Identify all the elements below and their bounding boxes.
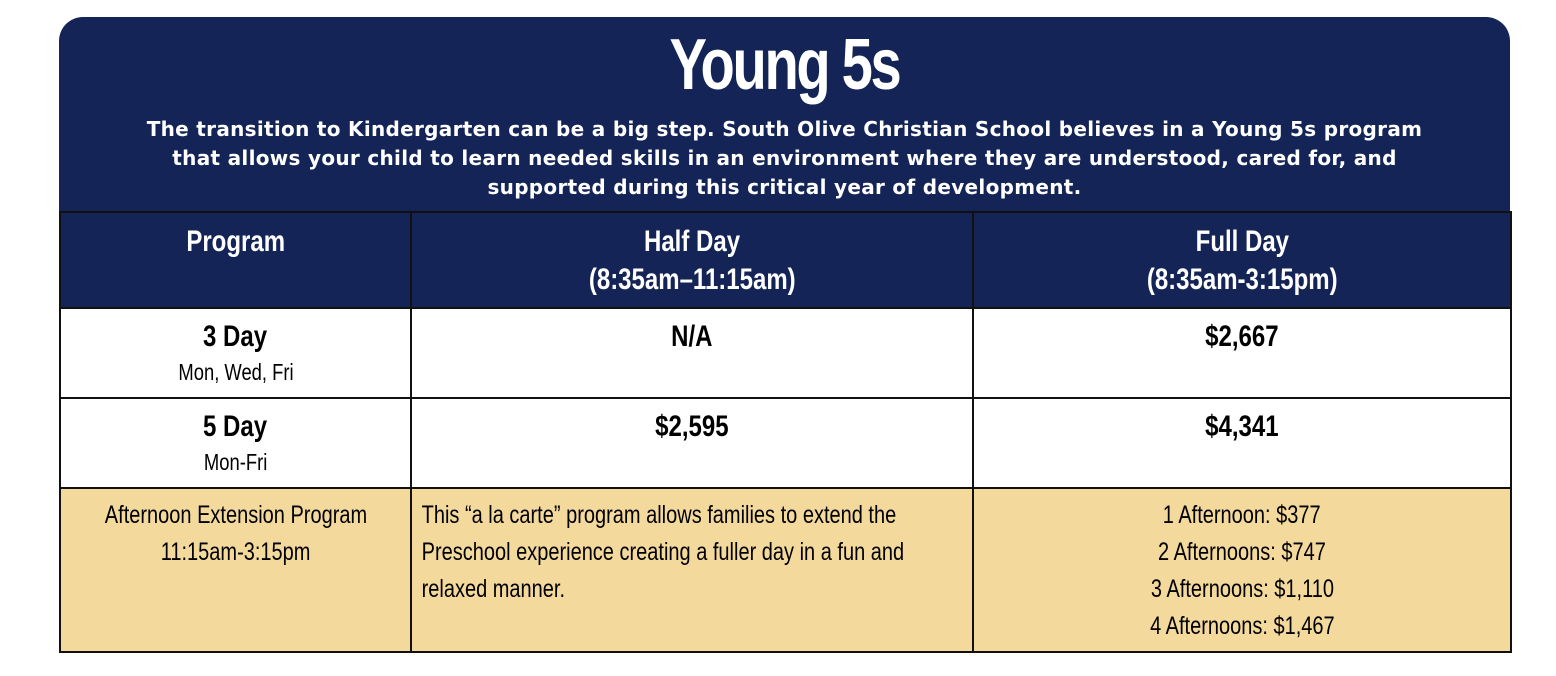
table-row [60, 398, 1511, 488]
table-row [60, 308, 1511, 398]
half-day-price [411, 308, 973, 398]
intro-line: that allows your child to learn needed skills in an environment where they are understood, cared for, and [172, 146, 1397, 170]
full-day-price [973, 308, 1511, 398]
full-day-price [973, 398, 1511, 488]
extension-description-cell [411, 488, 973, 652]
price-value: $2,595 [655, 410, 729, 443]
extension-program-cell [60, 488, 411, 652]
table-header-row [60, 212, 1511, 308]
price-value: $2,667 [1205, 320, 1279, 353]
tuition-table [59, 211, 1512, 653]
extension-price: 1 Afternoon: $377 [1163, 501, 1321, 529]
tuition-card [59, 17, 1510, 655]
extension-description: This “a la carte” program allows families to extend the Preschool experience creating a fuller day in a fun and relaxed manner. [421, 501, 905, 603]
column-subtitle: (8:35am-3:15pm) [1146, 263, 1338, 296]
extension-hours: 11:15am-3:15pm [160, 538, 311, 566]
intro-line: The transition to Kindergarten can be a big step. South Olive Christian School believes in a Young 5s program [146, 117, 1423, 141]
program-days: Mon-Fri [203, 449, 268, 475]
intro-text [99, 115, 1470, 202]
program-name: 5 Day [203, 410, 268, 443]
header-banner [59, 17, 1510, 213]
column-title: Full Day [1195, 225, 1289, 258]
column-title: Program [186, 225, 285, 258]
half-day-price [411, 398, 973, 488]
extension-price: 3 Afternoons: $1,110 [1150, 575, 1334, 603]
price-value: N/A [671, 320, 713, 353]
program-days: Mon, Wed, Fri [177, 359, 294, 385]
extension-price: 2 Afternoons: $747 [1158, 538, 1326, 566]
column-header-program [60, 212, 411, 308]
page-title: Young 5s [669, 25, 900, 105]
extension-row [60, 488, 1511, 652]
extension-price: 4 Afternoons: $1,467 [1149, 612, 1335, 640]
price-value: $4,341 [1205, 410, 1279, 443]
column-header-half-day [411, 212, 973, 308]
extension-prices-cell [973, 488, 1511, 652]
program-cell [60, 398, 411, 488]
column-subtitle: (8:35am–11:15am) [588, 263, 796, 296]
program-name: 3 Day [203, 320, 268, 353]
intro-line: supported during this critical year of development. [487, 175, 1082, 199]
column-title: Half Day [643, 225, 741, 258]
column-header-full-day [973, 212, 1511, 308]
extension-program-name: Afternoon Extension Program [104, 501, 367, 529]
program-cell [60, 308, 411, 398]
